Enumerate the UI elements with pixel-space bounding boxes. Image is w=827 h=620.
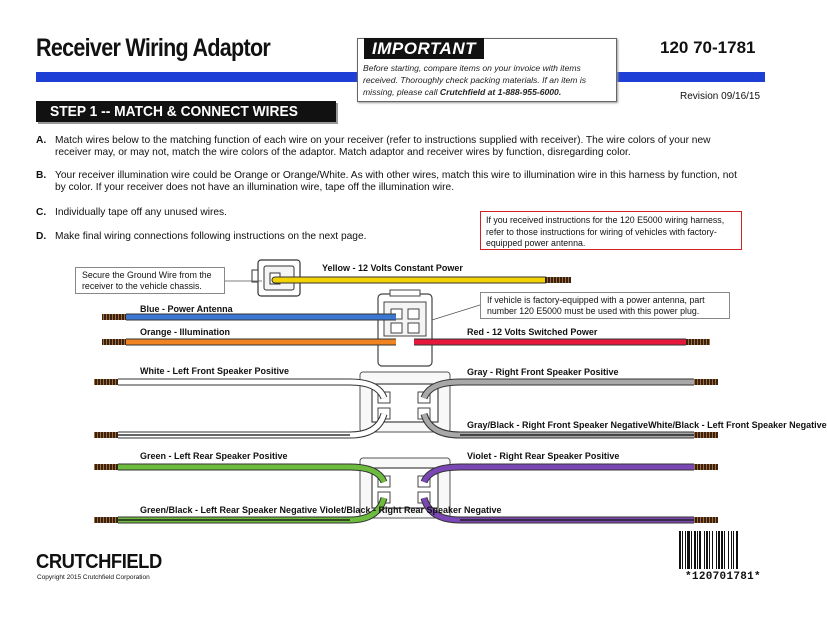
barcode-bar [724,531,725,569]
barcode-text: *120701781* [685,571,761,583]
barcode-bar [721,531,723,569]
green-wire-label: Green - Left Rear Speaker Positive [140,451,288,461]
header-rule-left [36,72,362,82]
green-black-violet-black-labels [140,505,502,515]
barcode [679,531,765,569]
important-phone: Crutchfield at 1-888-955-6000. [439,86,562,97]
white-wire [94,379,384,398]
power-leader-line [432,305,480,320]
barcode-bar [716,531,717,569]
barcode-bar [728,531,729,569]
green-wire [94,464,384,482]
gray-black-white-black-labels [467,420,827,430]
yellow-wire-label: Yellow - 12 Volts Constant Power [322,263,463,273]
copyright: Copyright 2015 Crutchfield Corporation [37,574,150,581]
important-label: IMPORTANT [364,38,484,59]
step-c-text: Individually tape off any unused wires. [55,207,227,218]
ground-wire-note: Secure the Ground Wire from the receiver to the vehicle chassis. [75,267,225,294]
white-wire-label: White - Left Front Speaker Positive [140,366,290,376]
step-heading [36,101,336,122]
barcode-bar [699,531,701,569]
step-b-text: Your receiver illumination wire could be Orange or Orange/White. As with other wires, match this wire to illumination wire in this harness by function, not by color. If your receiver does not have an illumination wire, tape off the illumination wire. [55,170,737,194]
gray-black-wire-label: Gray/Black - Right Front Speaker Negative [467,420,649,430]
white-black-wire-label: White/Black - Left Front Speaker Negative [648,420,827,430]
blue-wire [102,314,396,320]
barcode-bar [736,531,738,569]
part-number: 120 70-1781 [660,38,756,57]
violet-wire [424,464,718,482]
power-plug-connector-icon [378,290,432,366]
barcode-bar [709,531,710,569]
barcode-bar [731,531,732,569]
barcode-bar [697,531,698,569]
violet-black-wire-label: Violet/Black - Right Rear Speaker Negative [319,505,502,515]
red-wire-label: Red - 12 Volts Switched Power [467,327,598,337]
step-title: STEP 1 -- MATCH & CONNECT WIRES [50,103,298,120]
step-a-text: Match wires below to the matching function of each wire on your receiver (refer to instructions supplied with receiver). The wire colors of your new receiver may, or may not, match the wire colors of the adaptor. Match adaptor and receiver wires by function, disregarding color. [55,135,711,159]
barcode-bar [706,531,708,569]
crutchfield-logo: CRUTCHFIELD [36,551,162,573]
blue-wire-label: Blue - Power Antenna [140,304,233,314]
barcode-bar [718,531,720,569]
orange-wire [102,339,396,345]
power-antenna-note: If vehicle is factory-equipped with a power antenna, part number 120 E5000 must be used with this power plug. [480,292,730,319]
white-black-wire [94,414,384,438]
orange-wire-label: Orange - Illumination [140,327,231,337]
step-b [36,170,736,196]
step-a [36,135,736,161]
document-title: Receiver Wiring Adaptor [36,34,271,62]
step-d-text: Make final wiring connections following instructions on the next page. [55,231,367,242]
barcode-bar [733,531,734,569]
e5000-note: If you received instructions for the 120 E5000 wiring harness, refer to those instructions for wiring of vehicles with factory-equipped power antenna. [480,211,742,250]
important-text-body: Before starting, compare items on your invoice with items received. Thoroughly check packing materials. If an item is missing, please call [363,63,587,97]
step-d-letter: D. [36,231,47,242]
barcode-bar [682,531,683,569]
gray-wire-label: Gray - Right Front Speaker Positive [467,367,619,377]
barcode-bar [704,531,705,569]
barcode-bar [691,531,692,569]
barcode-bar [687,531,690,569]
barcode-bar [694,531,696,569]
violet-wire-label: Violet - Right Rear Speaker Positive [467,451,620,461]
green-black-wire-label: Green/Black - Left Rear Speaker Negative [140,505,318,515]
yellow-wire [275,277,571,283]
revision-date: Revision 09/16/15 [680,91,761,102]
gray-wire [424,379,718,398]
step-a-letter: A. [36,135,47,146]
barcode-bar [712,531,713,569]
step-b-letter: B. [36,170,47,181]
step-c-letter: C. [36,207,47,218]
front-speaker-connector-icon [360,372,450,432]
barcode-bar [685,531,686,569]
important-text [363,63,613,98]
important-notice [357,38,617,102]
barcode-bar [679,531,681,569]
header-rule-right [617,72,765,82]
red-wire [414,339,710,345]
